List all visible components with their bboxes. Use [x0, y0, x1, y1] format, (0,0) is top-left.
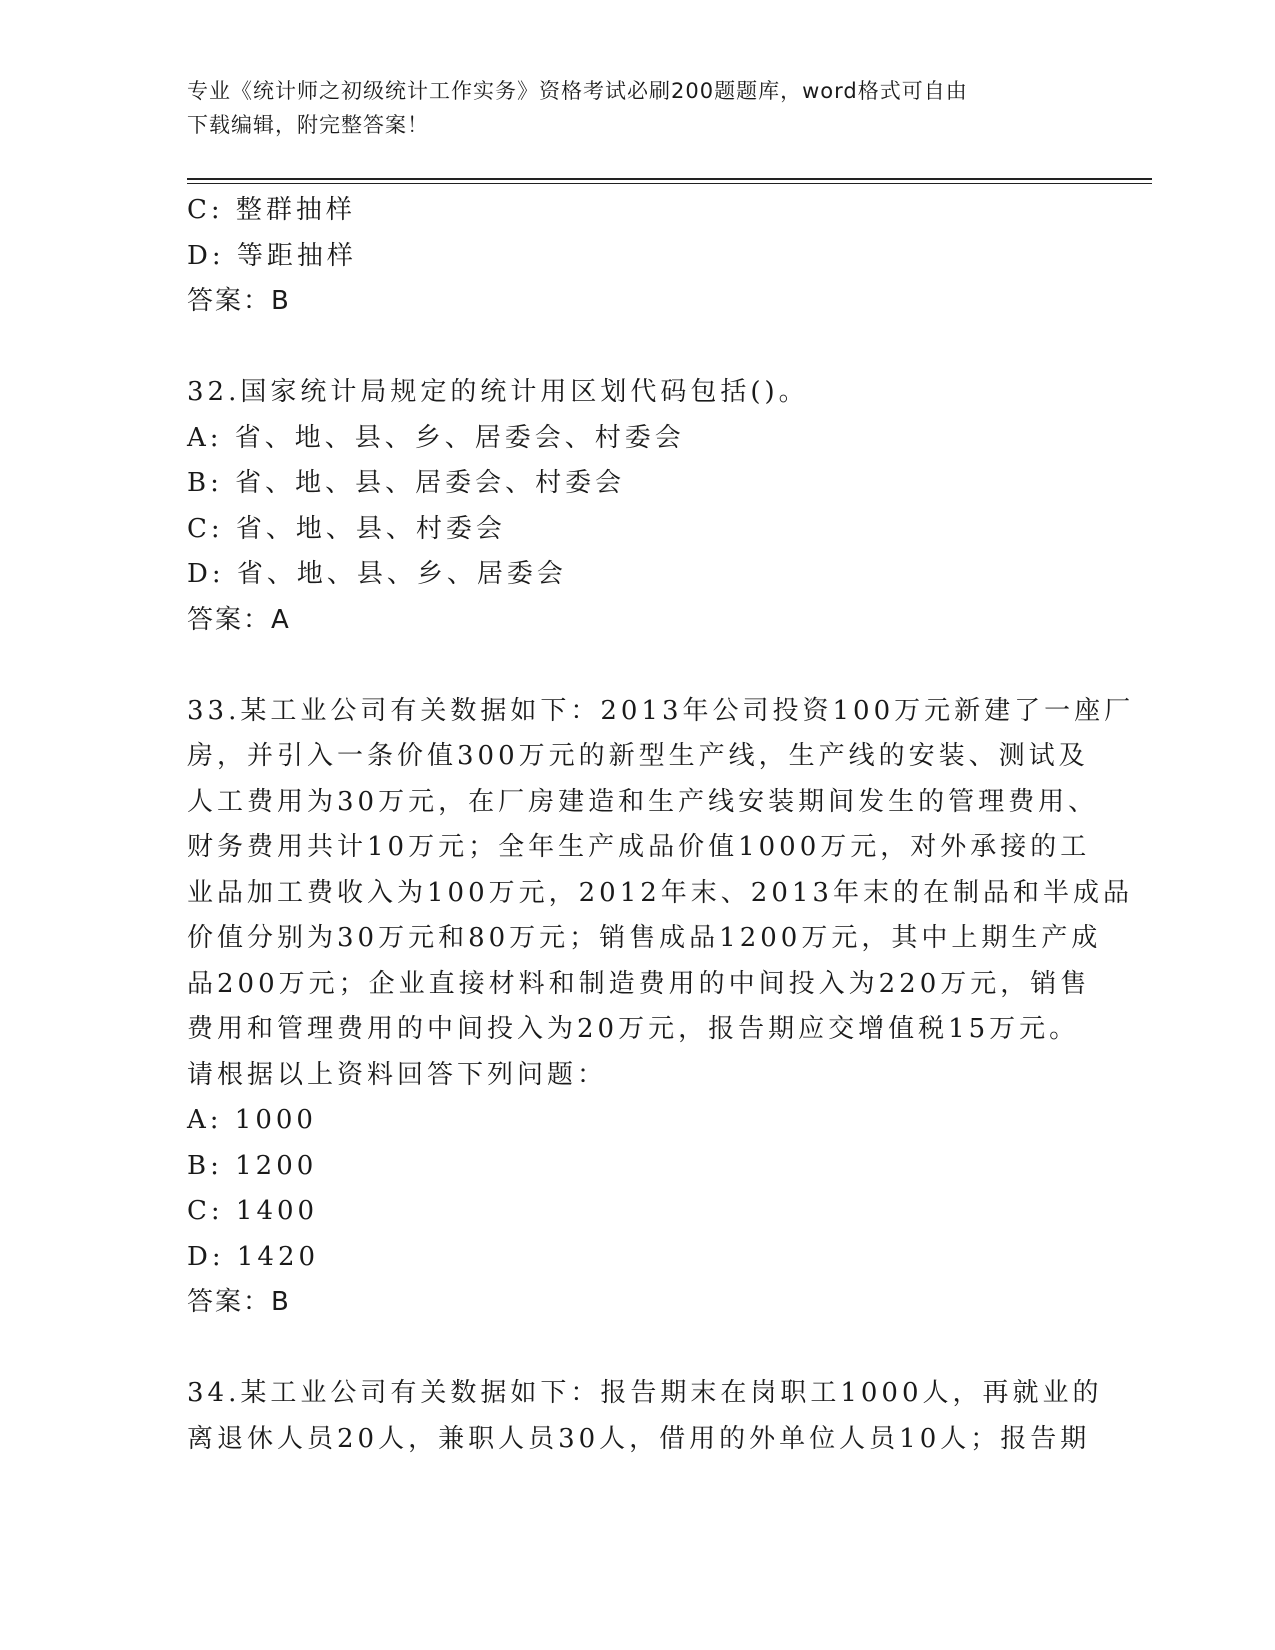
question-content: [187, 188, 1135, 1462]
q33-stem-line: 价值分别为30万元和80万元；销售成品1200万元，其中上期生产成: [187, 923, 1102, 953]
q34-stem-line: 34.某工业公司有关数据如下：报告期末在岗职工1000人，再就业的: [187, 1378, 1103, 1408]
q31-option-d: D: 等距抽样: [187, 240, 357, 271]
q31-answer: 答案：B: [187, 286, 291, 316]
q32-answer: 答案：A: [187, 604, 291, 635]
q32-stem: 32.国家统计局规定的统计用区划代码包括()。: [187, 377, 809, 407]
header-divider-thin: [187, 183, 1152, 184]
document-header: [187, 74, 1087, 142]
q33-answer: 答案：B: [187, 1287, 291, 1317]
q32-option-d: D: 省、地、县、乡、居委会: [187, 559, 567, 589]
q33-stem-line: 品200万元；企业直接材料和制造费用的中间投入为220万元，销售: [187, 968, 1091, 999]
q33-stem-line: 33.某工业公司有关数据如下：2013年公司投资100万元新建了一座厂: [187, 695, 1135, 726]
q32-option-c: C: 省、地、县、村委会: [187, 513, 506, 544]
spacer: [187, 643, 1087, 689]
spacer: [187, 1326, 1087, 1372]
q32-option-a: A: 省、地、县、乡、居委会、村委会: [187, 422, 685, 453]
q33-option-b: B: 1200: [187, 1150, 318, 1181]
q33-stem-line: 房，并引入一条价值300万元的新型生产线，生产线的安装、测试及: [187, 741, 1089, 771]
spacer: [187, 325, 1087, 371]
q33-stem-line: 请根据以上资料回答下列问题：: [187, 1059, 608, 1090]
q31-option-c: C: 整群抽样: [187, 195, 356, 225]
q33-stem-line: 财务费用共计10万元；全年生产成品价值1000万元，对外承接的工: [187, 832, 1091, 862]
q33-stem-line: 人工费用为30万元，在厂房建造和生产线安装期间发生的管理费用、: [187, 786, 1099, 817]
q33-stem-line: 费用和管理费用的中间投入为20万元，报告期应交增值税15万元。: [187, 1014, 1080, 1044]
header-line-2: 下载编辑，附完整答案！: [187, 113, 429, 137]
q32-option-b: B: 省、地、县、居委会、村委会: [187, 468, 626, 498]
q33-option-c: C: 1400: [187, 1196, 319, 1226]
header-divider-thick: [187, 178, 1152, 180]
q33-stem-line: 业品加工费收入为100万元，2012年末、2013年末的在制品和半成品: [187, 877, 1133, 908]
q33-option-d: D: 1420: [187, 1241, 320, 1272]
header-line-1: 专业《统计师之初级统计工作实务》资格考试必刷200题题库，word格式可自由: [187, 79, 968, 103]
q34-stem-line: 离退休人员20人，兼职人员30人，借用的外单位人员10人；报告期: [187, 1423, 1091, 1454]
q33-option-a: A: 1000: [187, 1105, 317, 1135]
